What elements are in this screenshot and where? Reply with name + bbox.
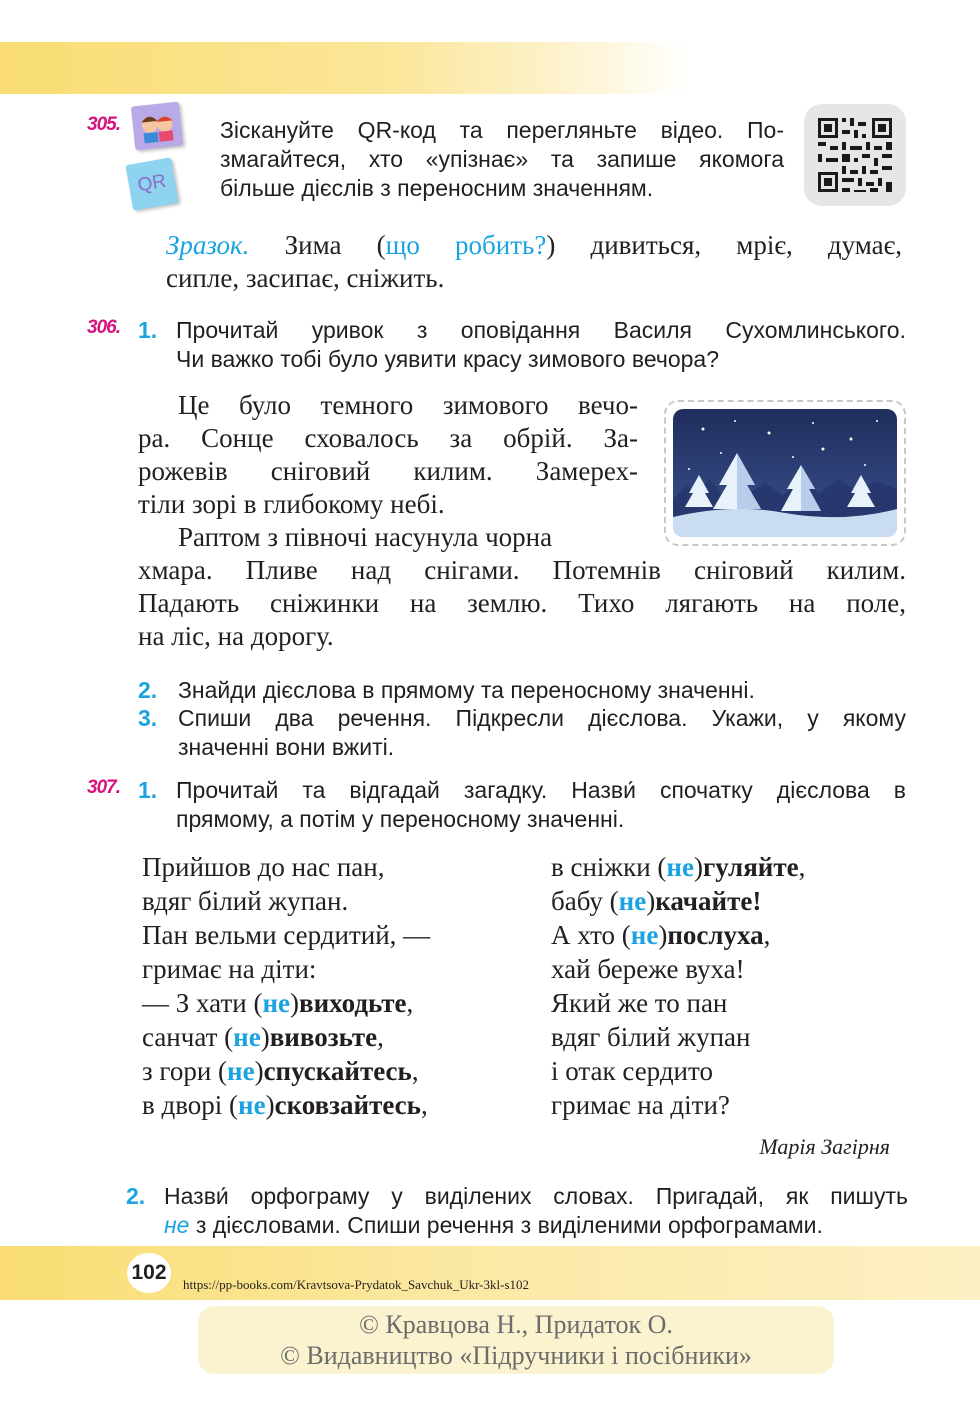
- story-line: Падають сніжинки на землю. Тихо лягають на поле,: [138, 588, 906, 618]
- poem-line: Який же то пан: [551, 988, 728, 1018]
- highlighted-verb: сковзайтесь: [274, 1090, 421, 1120]
- highlighted-verb: послуха: [667, 920, 764, 950]
- sample-line-1: [166, 229, 902, 262]
- highlighted-verb: гуляйте: [702, 852, 799, 882]
- story-line: Раптом з півночі насунула чорна: [178, 522, 553, 552]
- task-text-line: Знайди дієслова в прямому та переносному значенні.: [178, 677, 755, 703]
- poem-line: і отак сердито: [551, 1056, 713, 1086]
- page-number-badge: [127, 1253, 171, 1293]
- poem-line: [142, 1055, 542, 1089]
- highlighted-verb: качайте: [655, 886, 753, 916]
- poem-line: Пан вельми сердитий, —: [142, 920, 431, 950]
- story-line: на ліс, на дорогу.: [138, 621, 334, 651]
- exercise-305-number: 305.: [87, 114, 120, 135]
- exercise-307-task-1: [138, 776, 906, 834]
- poem-line: [142, 1089, 542, 1123]
- task-number: 2.: [126, 1183, 146, 1209]
- story-line: ра. Сонце сховалось за обрій. За-: [138, 423, 638, 453]
- ne-particle: не: [630, 920, 659, 950]
- sample-text: Зима (: [249, 230, 386, 260]
- page-url-link[interactable]: https://pp-books.com/Kravtsova-Prydatok_Savchuk_Ukr-3kl-s102: [183, 1277, 530, 1292]
- task-number: 1.: [138, 317, 158, 343]
- sample-question: що робить?: [385, 230, 547, 260]
- poem-line: гримає на діти?: [551, 1090, 730, 1120]
- story-line: тіли зорі в глибокому небі.: [138, 489, 445, 519]
- riddle-poem-right: [551, 851, 911, 1123]
- task-text-line: Чи важко тобі було уявити красу зимового вечора?: [176, 346, 719, 372]
- ne-particle: не: [238, 1090, 266, 1120]
- ne-particle: не: [262, 988, 290, 1018]
- poem-text: ,: [377, 1022, 384, 1052]
- task-text-line: [164, 1211, 908, 1240]
- ne-particle: не: [618, 886, 647, 916]
- poem-line: [142, 987, 542, 1021]
- poem-text: ): [646, 886, 656, 916]
- exercise-306-task-1: [138, 316, 906, 374]
- poem-text: ,: [420, 1090, 428, 1120]
- poem-text: ,: [406, 988, 414, 1018]
- task-number: 3.: [138, 705, 158, 731]
- highlighted-verb: спускайтесь: [263, 1056, 412, 1086]
- exercise-305-sample: [166, 229, 902, 295]
- ne-particle: не: [233, 1022, 261, 1052]
- poem-text: в сніжки (: [551, 852, 667, 882]
- poem-text: ): [693, 852, 703, 882]
- poem-text: ): [254, 1056, 264, 1086]
- story-line: рожевів сніговий килим. Замерех-: [138, 456, 638, 486]
- poem-text: з гори (: [142, 1056, 228, 1086]
- highlighted-verb: вивозьте: [269, 1022, 378, 1052]
- video-sticker-icon: [131, 102, 183, 151]
- ne-particle: не: [227, 1056, 255, 1086]
- task-text-line: Прочитай та відгадай загадку. Назви́ спочатку дієслова в: [176, 777, 906, 803]
- top-decorative-band: [0, 42, 980, 94]
- text-line: більше дієслів з переносним значенням.: [220, 175, 654, 201]
- task-text: з дієсловами. Спиши речення з виділеними орфограмами.: [189, 1212, 823, 1238]
- exercise-305-text: [220, 116, 784, 203]
- copyright-box: [198, 1306, 834, 1374]
- poem-line: [142, 1021, 542, 1055]
- text-line: змагайтеся, хто «упізнає» та запише якомога: [220, 146, 784, 172]
- page-number: 102: [131, 1261, 167, 1284]
- exercise-306-task-3: [138, 704, 906, 762]
- poem-line: хай береже вуха!: [551, 954, 745, 984]
- ne-particle: не: [164, 1212, 190, 1238]
- highlighted-verb: виходьте: [299, 988, 407, 1018]
- task-text-line: прямому, а потім у переносному значенні.: [176, 806, 625, 832]
- poem-text: А хто (: [551, 920, 631, 950]
- ne-particle: не: [666, 852, 694, 882]
- sample-line-2: сипле, засипає, сніжить.: [166, 263, 445, 293]
- poem-line: гримає на діти:: [142, 954, 317, 984]
- exercise-306-number: 306.: [87, 317, 120, 338]
- task-text-line: Назви́ орфограму у виділених словах. Пригадай, як пишуть: [164, 1183, 908, 1209]
- poem-text: ): [265, 1090, 275, 1120]
- poem-text: санчат (: [142, 1022, 234, 1052]
- copyright-authors: © Кравцова Н., Придаток О.: [359, 1310, 673, 1339]
- poem-line: Прийшов до нас пан,: [142, 852, 385, 882]
- exercise-307-task-2: [126, 1182, 908, 1240]
- text-line: Зіскануйте QR-код та перегляньте відео. По-: [220, 117, 784, 143]
- exercise-307-number: 307.: [87, 777, 120, 798]
- poem-text: — З хати (: [142, 988, 263, 1018]
- sample-text: ) дивиться, мріє, думає,: [546, 230, 902, 260]
- qr-sticker-badge: [125, 157, 178, 210]
- story-line: хмара. Пливе над снігами. Потемнів сніговий килим.: [138, 555, 906, 585]
- poem-text: !: [752, 886, 762, 916]
- poem-text: ): [658, 920, 668, 950]
- poem-line: [551, 885, 911, 919]
- poem-text: в дворі (: [142, 1090, 239, 1120]
- poem-line: вдяг білий жупан: [551, 1022, 751, 1052]
- sample-label: Зразок.: [166, 230, 250, 260]
- exercise-306-task-2: [138, 676, 906, 705]
- poem-line: [551, 919, 911, 953]
- story-line: Це було темного зимового вечо-: [178, 390, 638, 420]
- poem-line: вдяг білий жупан.: [142, 886, 349, 916]
- poem-text: бабу (: [551, 886, 619, 916]
- task-text-line: значенні вони вжиті.: [178, 734, 395, 760]
- poem-text: ,: [763, 920, 771, 950]
- poem-author: Марія Загірня: [759, 1134, 890, 1159]
- poem-text: ): [260, 1022, 270, 1052]
- task-number: 1.: [138, 777, 158, 803]
- task-text-line: Прочитай уривок з оповідання Василя Сухомлинського.: [176, 317, 906, 343]
- poem-text: ,: [798, 852, 806, 882]
- riddle-poem-left: [142, 851, 542, 1123]
- task-number: 2.: [138, 677, 158, 703]
- task-text-line: Спиши два речення. Підкресли дієслова. Укажи, у якому: [178, 705, 906, 731]
- poem-text: ): [290, 988, 299, 1018]
- qr-code[interactable]: [804, 104, 906, 206]
- poem-line: [551, 851, 911, 885]
- copyright-publisher: © Видавництво «Підручники і посібники»: [280, 1341, 752, 1370]
- qr-badge-label: QR: [136, 170, 168, 197]
- winter-night-illustration: [664, 400, 906, 546]
- qr-code-icon: [804, 104, 906, 206]
- poem-text: ,: [411, 1056, 419, 1086]
